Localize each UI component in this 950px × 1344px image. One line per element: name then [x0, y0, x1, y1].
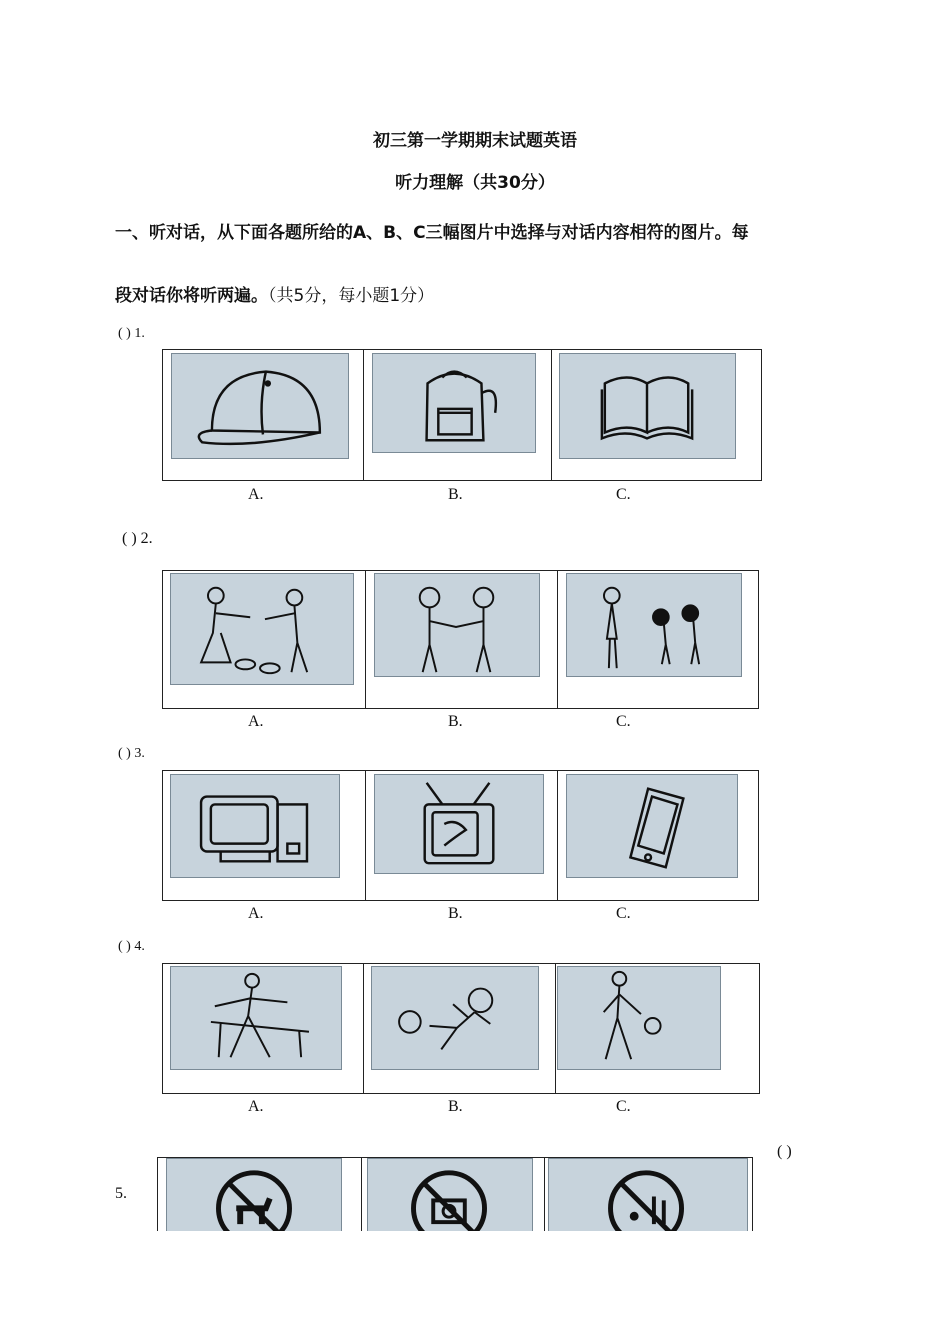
answer-blank[interactable]: ( )	[777, 1143, 792, 1160]
section-instruction-line1: 一、听对话，从下面各题所给的A、B、C三幅图片中选择与对话内容相符的图片。每	[115, 223, 749, 243]
question-number: 1.	[134, 326, 145, 341]
ping-pong-player-icon[interactable]	[170, 966, 342, 1070]
option-b-label: B.	[448, 713, 463, 730]
page-subtitle: 听力理解（共30分）	[395, 173, 555, 193]
question-4-label	[118, 939, 145, 955]
question-3-label	[118, 746, 145, 762]
question-1-label	[118, 326, 145, 342]
divider	[363, 350, 364, 480]
baseball-cap-icon[interactable]	[171, 353, 349, 459]
instruction-scoring: （共5分，每小题1分）	[268, 286, 435, 306]
option-c-label: C.	[616, 1098, 631, 1115]
divider	[551, 350, 552, 480]
no-photos-sign-icon[interactable]	[367, 1158, 533, 1231]
divider	[365, 571, 366, 708]
option-b-label: B.	[448, 1098, 463, 1115]
basketball-player-icon[interactable]	[557, 966, 721, 1070]
answer-blank[interactable]: ( )	[118, 746, 131, 761]
television-icon[interactable]	[374, 774, 544, 874]
question-1-image-table	[162, 349, 762, 481]
option-c-label: C.	[616, 905, 631, 922]
option-a-label: A.	[248, 1098, 264, 1115]
question-number: 3.	[134, 746, 145, 761]
backpack-icon[interactable]	[372, 353, 536, 453]
divider	[555, 964, 556, 1093]
open-book-icon[interactable]	[559, 353, 736, 459]
question-number: 2.	[140, 530, 153, 547]
answer-blank[interactable]: ( )	[118, 326, 131, 341]
question-2-label	[122, 530, 153, 548]
no-littering-sign-icon[interactable]	[548, 1158, 748, 1231]
page-title: 初三第一学期期末试题英语	[373, 131, 577, 151]
divider	[557, 771, 558, 900]
question-number: 4.	[134, 939, 145, 954]
divider	[365, 771, 366, 900]
divider	[363, 964, 364, 1093]
smartphone-icon[interactable]	[566, 774, 738, 878]
divider	[544, 1158, 545, 1231]
question-5-image-table	[157, 1157, 753, 1231]
question-3-image-table	[162, 770, 759, 901]
answer-blank[interactable]: ( )	[118, 939, 131, 954]
option-c-label: C.	[616, 713, 631, 730]
option-a-label: A.	[248, 486, 264, 503]
answer-blank[interactable]: ( )	[122, 530, 137, 547]
two-boys-handshake-icon[interactable]	[374, 573, 540, 677]
option-a-label: A.	[248, 713, 264, 730]
divider	[361, 1158, 362, 1231]
soccer-boy-icon[interactable]	[371, 966, 539, 1070]
section-instruction-line2	[115, 281, 434, 306]
option-c-label: C.	[616, 486, 631, 503]
woman-man-dogs-icon[interactable]	[170, 573, 354, 685]
question-4-image-table	[162, 963, 760, 1094]
desktop-computer-icon[interactable]	[170, 774, 340, 878]
divider	[557, 571, 558, 708]
option-a-label: A.	[248, 905, 264, 922]
question-number: 5.	[115, 1185, 127, 1202]
option-b-label: B.	[448, 905, 463, 922]
question-2-image-table	[162, 570, 759, 709]
option-b-label: B.	[448, 486, 463, 503]
woman-two-children-bowing-icon[interactable]	[566, 573, 742, 677]
instruction-bold: 段对话你将听两遍。	[115, 286, 268, 306]
no-dogs-sign-icon[interactable]	[166, 1158, 342, 1231]
